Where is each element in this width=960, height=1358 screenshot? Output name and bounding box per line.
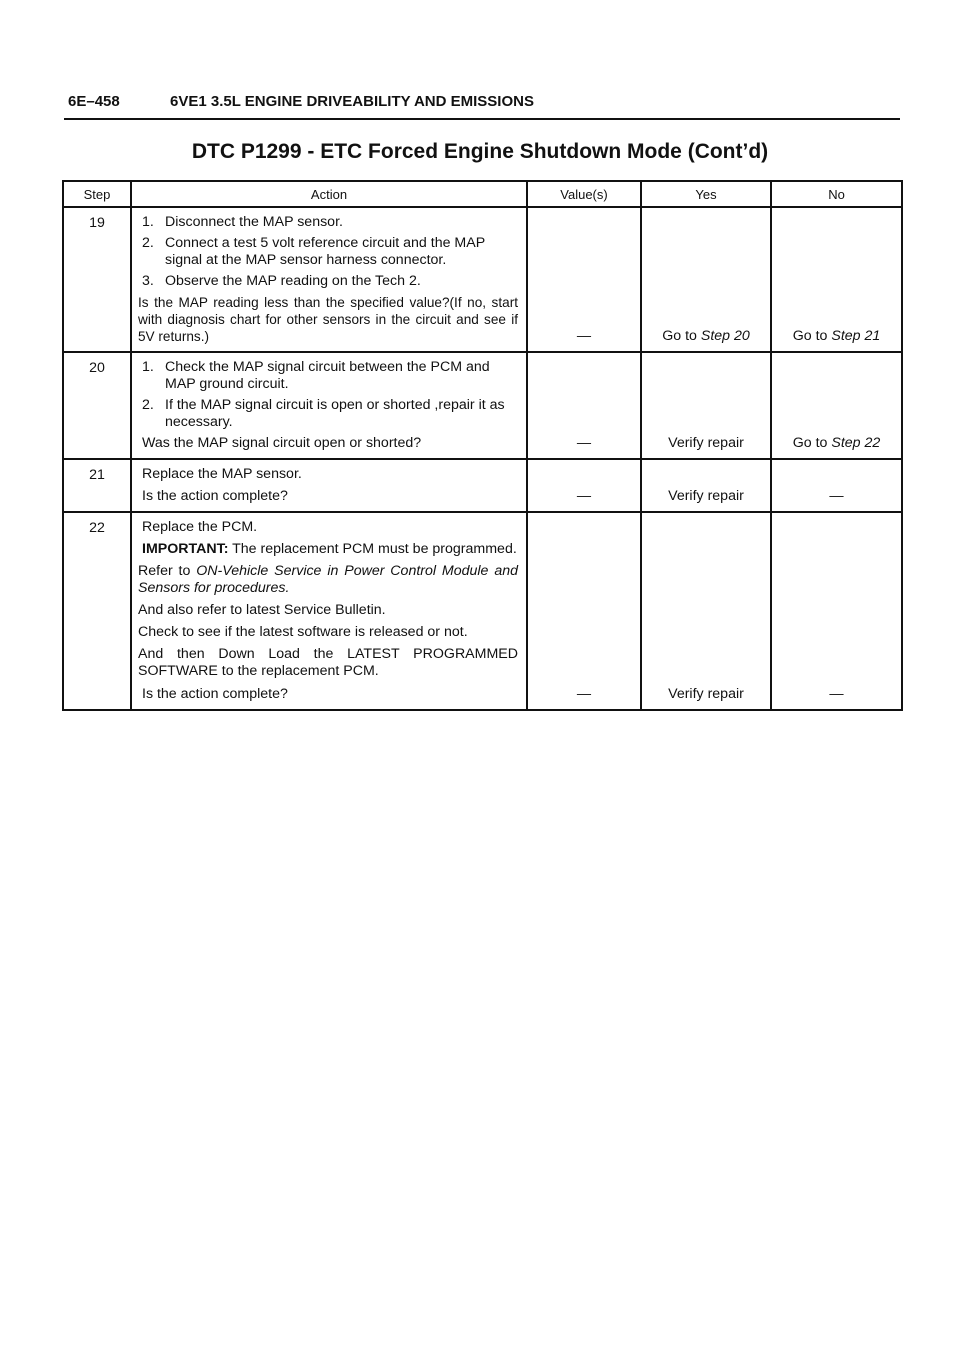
value-cell: — <box>527 352 641 459</box>
refer-note: Refer to ON-Vehicle Service in Power Control Module and Sensors for procedures. <box>138 563 518 596</box>
page-header <box>64 90 900 120</box>
column-header-values: Value(s) <box>527 181 641 207</box>
document-title: DTC P1299 - ETC Forced Engine Shutdown Mode (Cont’d) <box>191 140 769 163</box>
yes-cell: Verify repair <box>641 459 771 512</box>
no-cell: Go to Step 22 <box>771 352 902 459</box>
value-cell: — <box>527 512 641 710</box>
step-reference: Step 20 <box>700 328 750 344</box>
table-header-row <box>63 181 902 207</box>
section-title: 6VE1 3.5L ENGINE DRIVEABILITY AND EMISSIONS <box>170 93 534 110</box>
software-check-note: Check to see if the latest software is released or not. <box>138 624 468 640</box>
table-row-step-22 <box>63 512 902 710</box>
step-reference: Step 21 <box>831 328 881 344</box>
action-cell <box>131 352 527 459</box>
yes-cell: Verify repair <box>641 352 771 459</box>
important-label: IMPORTANT: <box>142 541 229 557</box>
action-question: Is the action complete? <box>142 488 288 504</box>
table-row-step-21 <box>63 459 902 512</box>
page-number: 6E–458 <box>68 93 120 110</box>
step-number: 19 <box>63 207 131 352</box>
step-number: 21 <box>63 459 131 512</box>
action-item: 3. Observe the MAP reading on the Tech 2. <box>142 273 421 289</box>
value-cell: — <box>527 207 641 352</box>
action-item: 1. Check the MAP signal circuit between the PCM and MAP ground circuit. <box>142 359 490 392</box>
action-cell <box>131 512 527 710</box>
step-reference: Step 22 <box>831 435 881 451</box>
no-cell: Go to Step 21 <box>771 207 902 352</box>
value-cell: — <box>527 459 641 512</box>
column-header-no: No <box>771 181 902 207</box>
column-header-yes: Yes <box>641 181 771 207</box>
bulletin-note: And also refer to latest Service Bulletin. <box>138 602 386 618</box>
action-cell <box>131 207 527 352</box>
step-number: 22 <box>63 512 131 710</box>
action-text: Replace the MAP sensor. <box>142 466 302 482</box>
table-row-step-19 <box>63 207 902 352</box>
download-note: And then Down Load the LATEST PROGRAMMED SOFTWARE to the replacement PCM. <box>138 646 518 679</box>
action-question: Was the MAP signal circuit open or shorted? <box>142 435 422 451</box>
no-cell: — <box>771 459 902 512</box>
action-item: 1. Disconnect the MAP sensor. <box>142 214 343 230</box>
yes-cell: Go to Step 20 <box>641 207 771 352</box>
column-header-action: Action <box>131 181 527 207</box>
column-header-step: Step <box>63 181 131 207</box>
step-number: 20 <box>63 352 131 459</box>
table-row-step-20 <box>63 352 902 459</box>
no-cell: — <box>771 512 902 710</box>
action-item: 2. If the MAP signal circuit is open or shorted ,repair it as necessary. <box>142 397 505 430</box>
yes-cell: Verify repair <box>641 512 771 710</box>
action-cell <box>131 459 527 512</box>
diagnostic-table <box>62 180 903 711</box>
action-question: Is the action complete? <box>142 686 288 702</box>
action-text: Replace the PCM. <box>142 519 258 535</box>
action-item: 2. Connect a test 5 volt reference circuit and the MAP signal at the MAP sensor harness connector. <box>142 235 485 268</box>
action-question: Is the MAP reading less than the specified value?(If no, start with diagnosis chart for other sensors in the circuit and see if 5V returns.) <box>138 295 518 344</box>
important-note: IMPORTANT: The replacement PCM must be programmed. <box>142 541 517 557</box>
